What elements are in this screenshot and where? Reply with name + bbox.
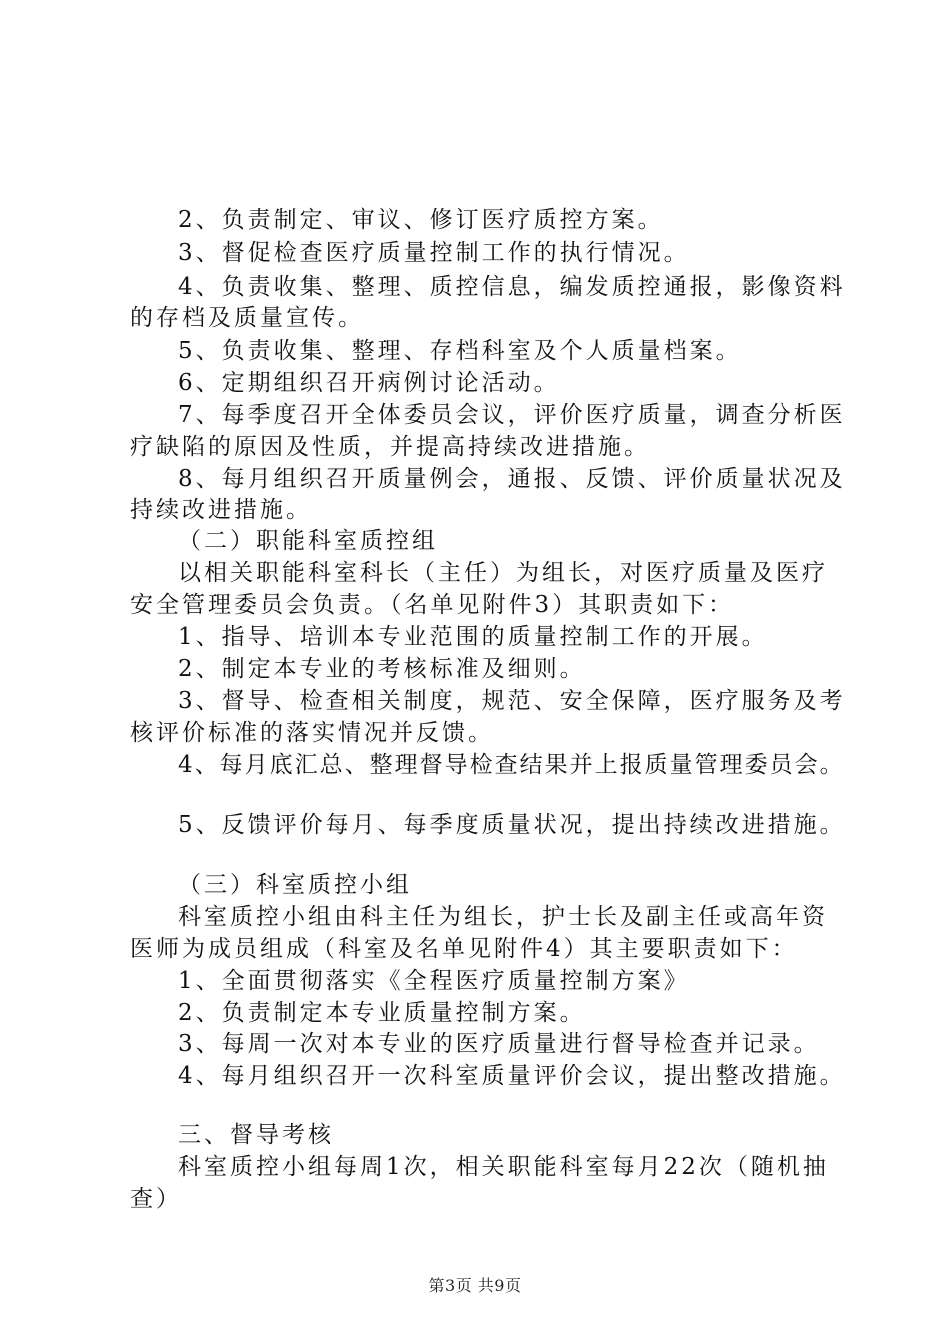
text-line: 2、制定本专业的考核标准及细则。 [178, 656, 586, 682]
text-line: 安全管理委员会负责。（名单见附件3）其职责如下： [130, 592, 735, 618]
text-line: 5、负责收集、整理、存档科室及个人质量档案。 [178, 338, 742, 364]
text-line: 7、每季度召开全体委员会议，评价医疗质量，调查分析医 [178, 402, 846, 428]
text-line: 3、督导、检查相关制度，规范、安全保障，医疗服务及考 [178, 688, 846, 714]
text-line: 4、负责收集、整理、质控信息，编发质控通报，影像资料 [178, 274, 846, 300]
text-line: 的存档及质量宣传。 [130, 305, 364, 331]
section-heading: 三、督导考核 [178, 1122, 334, 1148]
text-line: 5、反馈评价每月、每季度质量状况，提出持续改进措施。 [178, 812, 846, 838]
text-line: 3、每周一次对本专业的医疗质量进行督导检查并记录。 [178, 1031, 820, 1057]
text-line: 1、指导、培训本专业范围的质量控制工作的开展。 [178, 624, 768, 650]
text-line: 4、每月底汇总、整理督导检查结果并上报质量管理委员会。 [178, 752, 845, 778]
text-line: 医师为成员组成（科室及名单见附件4）其主要职责如下： [130, 936, 798, 962]
text-line: 8、每月组织召开质量例会，通报、反馈、评价质量状况及 [178, 466, 846, 492]
text-line: 疗缺陷的原因及性质，并提高持续改进措施。 [130, 434, 650, 460]
page-number-footer: 第3页 共9页 [428, 1276, 522, 1295]
text-line: 6、定期组织召开病例讨论活动。 [178, 370, 560, 396]
section-heading: （三）科室质控小组 [178, 872, 412, 898]
text-line: 以相关职能科室科长（主任）为组长，对医疗质量及医疗 [178, 560, 828, 586]
text-line: 查） [130, 1186, 182, 1212]
text-line: 科室质控小组由科主任为组长，护士长及副主任或高年资 [178, 904, 828, 930]
text-line: 1、全面贯彻落实《全程医疗质量控制方案》 [178, 968, 690, 994]
text-line: 持续改进措施。 [130, 497, 312, 523]
text-line: 3、督促检查医疗质量控制工作的执行情况。 [178, 240, 690, 266]
text-line: 科室质控小组每周1次，相关职能科室每月22次（随机抽 [178, 1154, 829, 1180]
section-heading: （二）职能科室质控组 [178, 528, 438, 554]
text-line: 4、每月组织召开一次科室质量评价会议，提出整改措施。 [178, 1063, 846, 1089]
text-line: 核评价标准的落实情况并反馈。 [130, 720, 494, 746]
text-line: 2、负责制定、审议、修订医疗质控方案。 [178, 207, 664, 233]
text-line: 2、负责制定本专业质量控制方案。 [178, 1000, 586, 1026]
